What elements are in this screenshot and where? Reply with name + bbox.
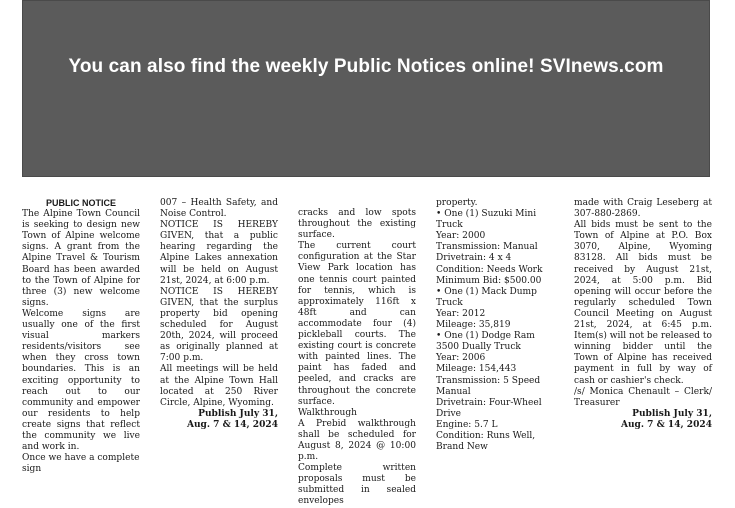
paragraph: Welcome signs are usually one of the first visual markers residents/visitors see when they cross town boundaries. This is an exciting opportunity to reach out to our community and empower our residents to help create signs that reflect the community we live and work in. (22, 308, 140, 453)
list-item: property. (436, 198, 478, 208)
column-1 (22, 198, 140, 475)
list-item: Condition: Runs Well, Brand New (436, 430, 536, 453)
list-item: Year: 2000 (436, 231, 486, 242)
paragraph: made with Craig Leseberg at 307-880-2869. (574, 198, 712, 220)
column-5 (574, 198, 712, 431)
publish-dates: Aug. 7 & 14, 2024 (620, 419, 712, 430)
banner (22, 0, 710, 177)
subheading: Walkthrough (298, 407, 357, 418)
column-2 (160, 198, 278, 431)
list-item: Transmission: Manual (436, 242, 538, 253)
paragraph: NOTICE IS HEREBY GIVEN, that the surplus property bid opening scheduled for August 20th, 2024, will proceed as originally planned at 7:00 p.m. (160, 286, 278, 364)
paragraph: 007 – Health Safety, and Noise Control. (160, 198, 278, 220)
list-item: Mileage: 154,443 (436, 364, 517, 375)
publish-dates: Aug. 7 & 14, 2024 (186, 419, 278, 430)
paragraph: All bids must be sent to the Town of Alpine at P.O. Box 3070, Alpine, Wyoming 83128. All bids must be received by August 21st, 2024, at 5:00 p.m. Bid opening will occur before the regularly scheduled Town Council Meeting on August 21st, 2024, at 6:45 p.m. Item(s) will not be released to winning bidder until the Town of Alpine has received payment in full by way of cash or cashier's check. (574, 220, 712, 386)
publish-line: Publish July 31, (632, 408, 712, 419)
list-item: Drivetrain: 4 x 4 (436, 253, 512, 264)
paragraph: NOTICE IS HEREBY GIVEN, that a public hearing regarding the Alpine Lakes annexation will be held on August 21st, 2024, at 6:00 p.m. (160, 220, 278, 286)
list-item: • One (1) Dodge Ram 3500 Dually Truck (436, 331, 535, 353)
list-item: Mileage: 35,819 (436, 320, 511, 331)
list-item: • One (1) Suzuki Mini Truck (436, 209, 537, 231)
paragraph: cracks and low spots throughout the existing surface. (298, 208, 416, 241)
column-3 (298, 208, 416, 508)
paragraph: A Prebid walkthrough shall be scheduled for August 8, 2024 @ 10:00 p.m. (298, 418, 416, 463)
notice-heading: PUBLIC NOTICE (45, 198, 116, 208)
signature-line: /s/ Monica Chenault – Clerk/ Treasurer (574, 386, 712, 408)
list-item: Condition: Needs Work (436, 264, 543, 275)
list-item: Minimum Bid: $500.00 (436, 275, 542, 286)
publish-line: Publish July 31, (198, 408, 278, 419)
paragraph: The current court configuration at the Star View Park location has one tennis court painted for tennis, which is approximately 116ft x 48ft and can accommodate four (4) pickleball courts. The existing court is concrete with painted lines. The paint has faded and peeled, and cracks are throughout the concrete surface. (298, 241, 416, 407)
list-item: Transmission: 5 Speed Manual (436, 375, 541, 397)
banner-text: You can also find the weekly Public Notices online! SVInews.com (68, 56, 664, 77)
list-item: Year: 2006 (436, 353, 486, 364)
list-item: Year: 2012 (436, 308, 486, 319)
list-item: • One (1) Mack Dump Truck (436, 286, 537, 308)
paragraph: The Alpine Town Council is seeking to design new Town of Alpine welcome signs. A grant from the Alpine Travel & Tourism Board has been awarded to the Town of Alpine for three (3) new welcome signs. (22, 209, 140, 308)
list-item: Drivetrain: Four-Wheel Drive (436, 397, 542, 419)
paragraph: Once we have a complete sign (22, 453, 140, 475)
list-item: Engine: 5.7 L (436, 419, 498, 430)
paragraph: All meetings will be held at the Alpine Town Hall located at 250 River Circle, Alpine, Wyoming. (160, 364, 278, 408)
paragraph: Complete written proposals must be submitted in sealed envelopes (298, 463, 416, 507)
column-4 (436, 198, 554, 453)
